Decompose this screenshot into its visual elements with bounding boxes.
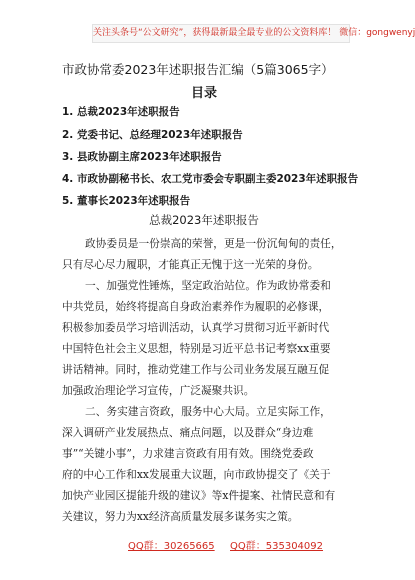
- body-line: 府的中心工作和xx发展重大议题，向市政协提交了《关于: [62, 468, 331, 481]
- body-line: 加强政治理论学习宣传，广泛凝聚共识。: [62, 384, 255, 397]
- body-line: 积极参加委员学习培训活动，认真学习贯彻习近平新时代: [62, 321, 330, 334]
- toc-item-3[interactable]: 3. 县政协副主席2023年述职报告: [62, 151, 222, 163]
- body-line: 只有尽心尽力履职，才能真正无愧于这一光荣的身份。: [62, 258, 319, 271]
- toc-item-5[interactable]: 5. 董事长2023年述职报告: [62, 195, 191, 207]
- body-line: 中国特色社会主义思想，特别是习近平总书记考察xx重要: [62, 342, 331, 355]
- body-line: 二、务实建言资政，服务中心大局。立足实际工作，: [85, 405, 331, 418]
- body-line: 关建议，努力为xx经济高质量发展多谋务实之策。: [62, 510, 299, 523]
- body-line: 深入调研产业发展热点、痛点问题，以及群众“身边难: [62, 426, 314, 439]
- qq-group-link-1[interactable]: QQ群：30265665: [128, 541, 215, 552]
- section-title: 总裁2023年述职报告: [149, 213, 259, 227]
- document-title: 市政协常委2023年述职报告汇编（5篇3065字）: [62, 62, 334, 77]
- toc-item-1[interactable]: 1. 总裁2023年述职报告: [62, 106, 180, 118]
- footer: [0, 537, 408, 555]
- toc-heading: 目录: [190, 86, 217, 101]
- qq-group-link-2[interactable]: QQ群：535304092: [230, 541, 324, 552]
- body-line: 中共党员，始终将提高自身政治素养作为履职的必修课，: [62, 300, 330, 313]
- body-line: 讲话精神。同时，推动党建工作与公司业务发展互融互促: [62, 363, 330, 376]
- body-line: 事”“关键小事”，力求建言资政有用有效。围绕党委政: [62, 447, 314, 460]
- body-line: 一、加强党性锤炼，坚定政治站位。作为政协常委和: [85, 279, 331, 292]
- body-line: 加快产业园区提能升级的建议》等x件提案、社情民意和有: [62, 489, 336, 502]
- toc-item-4[interactable]: 4. 市政协副秘书长、农工党市委会专职副主委2023年述职报告: [62, 173, 359, 185]
- toc-item-2[interactable]: 2. 党委书记、总经理2023年述职报告: [62, 129, 243, 141]
- body-line: 政协委员是一份崇高的荣誉，更是一份沉甸甸的责任，: [85, 237, 342, 250]
- promo-banner: 关注头条号“公文研究”，获得最新最全最专业的公文资料库！ 微信：gongwenyj: [92, 24, 350, 43]
